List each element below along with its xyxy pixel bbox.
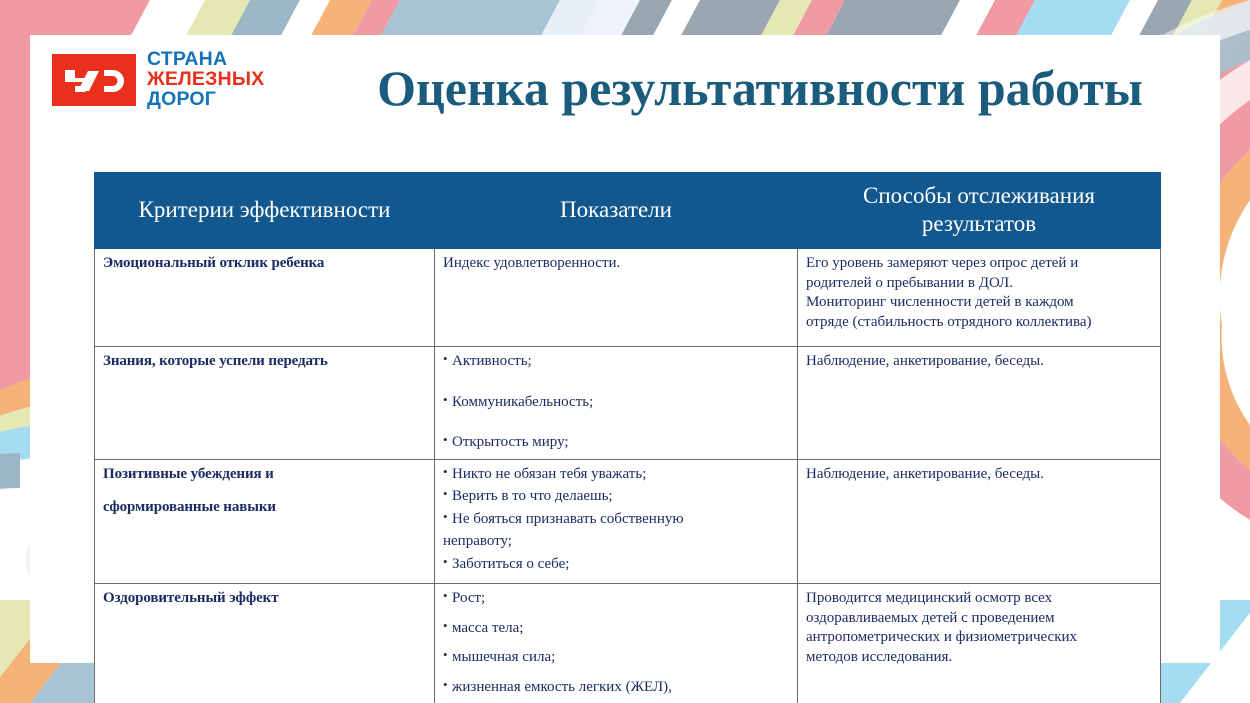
table-row bbox=[95, 249, 1161, 347]
table-row bbox=[95, 459, 1161, 584]
list-item: • Верить в то что делаешь; bbox=[443, 487, 790, 507]
tracking-line: антропометрических и физиометрических bbox=[806, 629, 1078, 646]
list-item: • масса тела; bbox=[443, 619, 790, 639]
cell-indicators bbox=[435, 249, 798, 347]
list-item: • Заботиться о себе; bbox=[443, 555, 790, 575]
column-header-tracking bbox=[798, 173, 1161, 249]
cell-criterion bbox=[95, 459, 435, 584]
list-item: • Коммуникабельность; bbox=[443, 393, 790, 413]
column-header-tracking-line2: результатов bbox=[921, 211, 1037, 237]
tracking-line: Наблюдение, анкетирование, беседы. bbox=[806, 465, 1045, 482]
list-item: • Рост; bbox=[443, 589, 790, 609]
cell-criterion bbox=[95, 347, 435, 460]
indicator-bullet-list bbox=[443, 589, 790, 697]
table-header-row bbox=[95, 173, 1161, 249]
criterion-line: Эмоциональный отклик ребенка bbox=[103, 255, 325, 272]
column-header-criteria: Критерии эффективности bbox=[95, 173, 435, 249]
tracking-line: Его уровень замеряют через опрос детей и bbox=[806, 255, 1079, 272]
criterion-line: сформированные навыки bbox=[103, 499, 276, 516]
cell-indicators bbox=[435, 347, 798, 460]
criterion-line: Знания, которые успели передать bbox=[103, 353, 328, 370]
table-row bbox=[95, 584, 1161, 703]
list-item: • жизненная емкость легких (ЖЕЛ), bbox=[443, 678, 790, 698]
tracking-line: отряде (стабильность отрядного коллектива) bbox=[806, 313, 1092, 330]
list-item: • Не бояться признавать собственную bbox=[443, 510, 790, 530]
criterion-line: Оздоровительный эффект bbox=[103, 590, 279, 607]
tracking-line: методов исследования. bbox=[806, 648, 953, 665]
rzd-logo bbox=[52, 50, 264, 110]
list-item: • Открытость миру; bbox=[443, 433, 790, 453]
criterion-line: Позитивные убеждения и bbox=[103, 465, 274, 482]
logo-word-line2: ЖЕЛЕЗНЫХ bbox=[147, 67, 265, 90]
logo-word-line3: ДОРОГ bbox=[147, 87, 217, 110]
logo-word-line1: СТРАНА bbox=[147, 48, 228, 70]
column-header-tracking-line1: Способы отслеживания bbox=[863, 183, 1095, 208]
slide-content-card bbox=[30, 35, 1220, 695]
list-item-continuation: неправоту; bbox=[443, 533, 512, 550]
page-title: Оценка результативности работы bbox=[377, 60, 1143, 116]
indicator-bullet-list bbox=[443, 465, 790, 575]
tracking-line: оздоравливаемых детей с проведением bbox=[806, 609, 1055, 626]
tracking-line: Мониторинг численности детей в каждом bbox=[806, 294, 1074, 311]
cell-tracking bbox=[798, 249, 1161, 347]
cell-criterion bbox=[95, 249, 435, 347]
indicator-text: Индекс удовлетворенности. bbox=[443, 255, 621, 272]
rzd-logo-mark-icon bbox=[52, 54, 136, 106]
column-header-indicators: Показатели bbox=[435, 173, 798, 249]
cell-tracking bbox=[798, 459, 1161, 584]
cell-indicators bbox=[435, 459, 798, 584]
logo-wordmark bbox=[147, 50, 264, 110]
indicator-bullet-list bbox=[443, 352, 790, 453]
list-item: • Никто не обязан тебя уважать; bbox=[443, 465, 790, 485]
tracking-line: Наблюдение, анкетирование, беседы. bbox=[806, 353, 1045, 370]
tracking-line: Проводится медицинский осмотр всех bbox=[806, 590, 1053, 607]
list-item: • мышечная сила; bbox=[443, 648, 790, 668]
cell-tracking bbox=[798, 347, 1161, 460]
tracking-line: родителей о пребывании в ДОЛ. bbox=[806, 274, 1013, 291]
evaluation-table bbox=[94, 172, 1161, 703]
list-item: • Активность; bbox=[443, 352, 790, 372]
cell-criterion bbox=[95, 584, 435, 703]
cell-tracking bbox=[798, 584, 1161, 703]
table-row bbox=[95, 347, 1161, 460]
cell-indicators bbox=[435, 584, 798, 703]
